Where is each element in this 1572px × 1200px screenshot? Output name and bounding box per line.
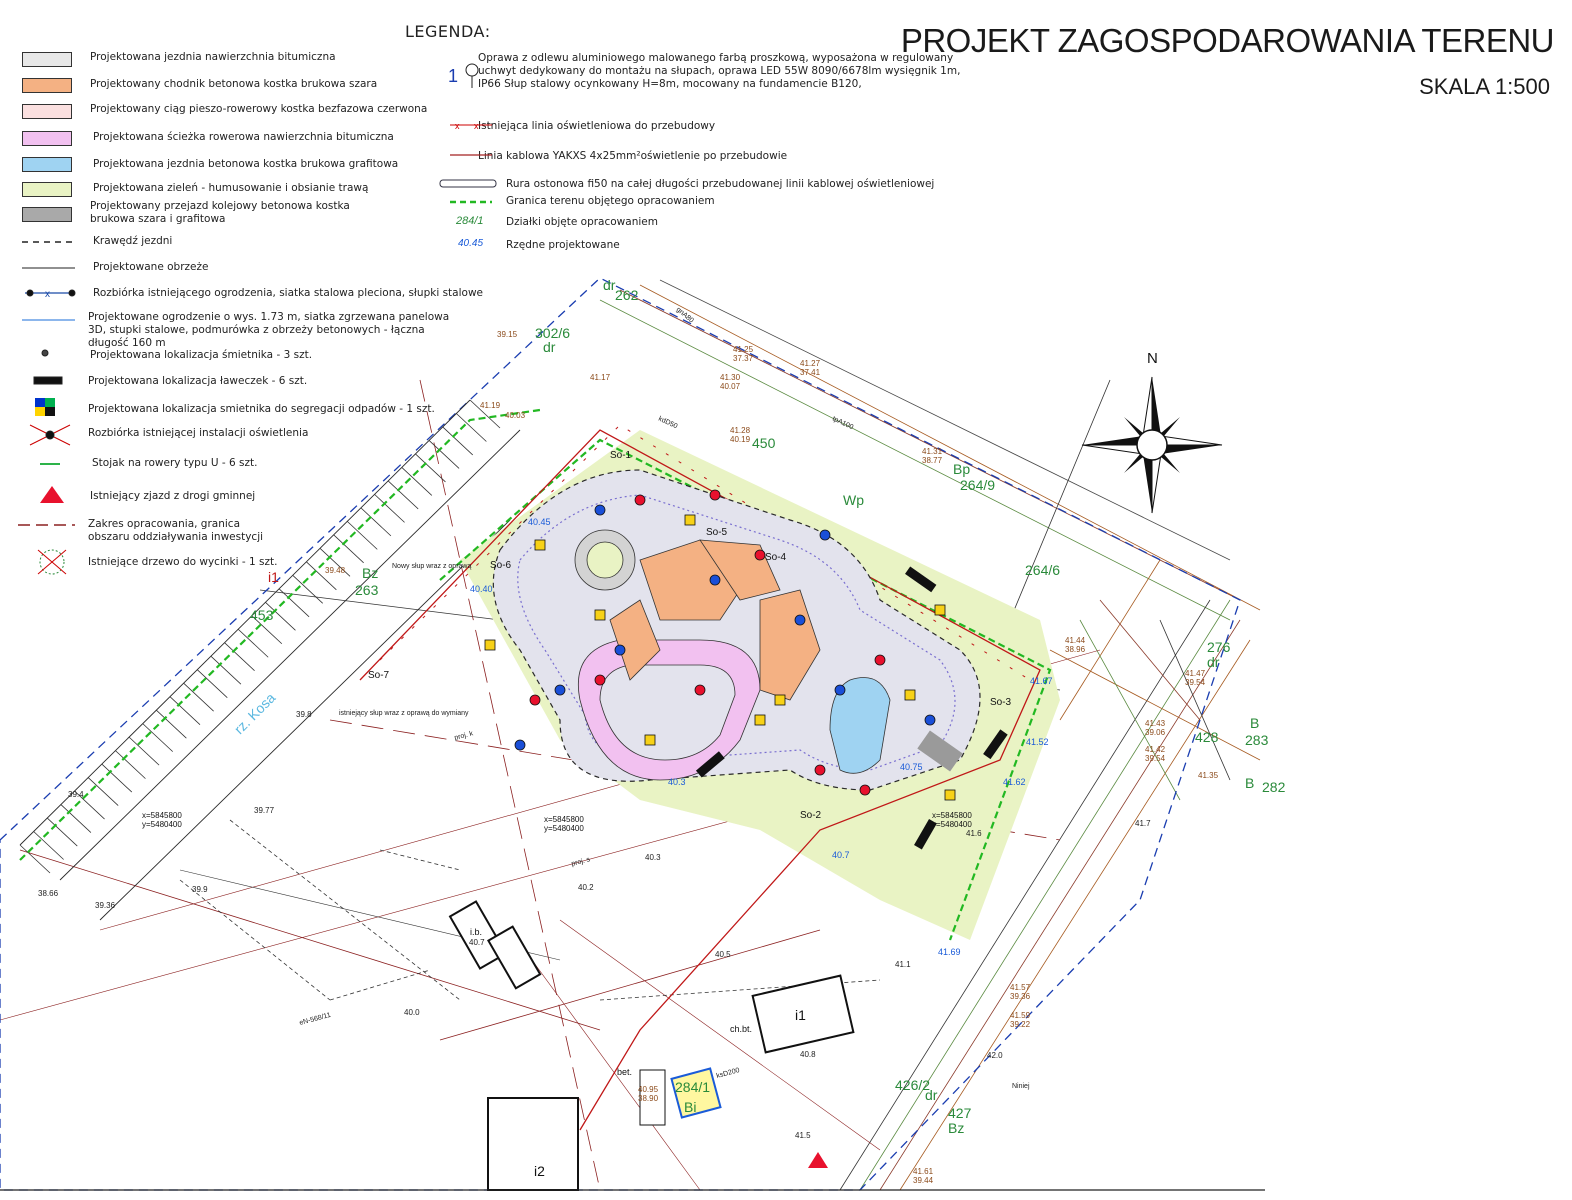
traffic-sign-icon (775, 695, 785, 705)
elevation-label: 40.0 (404, 1008, 420, 1017)
elevation-label: 41.27 (800, 359, 821, 368)
traffic-sign-icon (515, 740, 525, 750)
hatch-line (61, 805, 91, 833)
lamp-label: So-7 (368, 670, 390, 681)
traffic-sign-icon (835, 685, 845, 695)
hatch-line (115, 751, 145, 779)
elevation-label: 41.42 (1145, 745, 1166, 754)
elevation-label: 40.95 (638, 1085, 659, 1094)
parcel-number: 426/2 (895, 1077, 931, 1093)
elevation-label: 41.17 (590, 373, 611, 382)
elevation-label: 41.35 (1198, 771, 1219, 780)
drawing-title: PROJEKT ZAGOSPODAROWANIA TERENU (900, 22, 1554, 59)
legend-item: Projektowany przejazd kolejowy betonowa kostka brukowa szara i grafitowa (90, 200, 350, 225)
traffic-sign-icon (755, 550, 765, 560)
elevation-label: 41.61 (913, 1167, 934, 1176)
elevation-label: 40.03 (505, 411, 526, 420)
legend-item: Działki objęte opracowaniem (506, 216, 658, 228)
parcel-number: 450 (752, 435, 776, 451)
project-level-label: 41.69 (938, 947, 961, 957)
project-level-label: 41.67 (1030, 676, 1053, 686)
svg-text:x: x (455, 121, 460, 131)
legend-item: Projektowana lokalizacja ławeczek - 6 szt. (88, 375, 308, 387)
traffic-course (493, 470, 980, 790)
hatch-line (88, 778, 118, 806)
elevation-label: 38.77 (922, 456, 943, 465)
drawing-scale: SKALA 1:500 (1419, 74, 1550, 99)
parcel-number: 302/6 (535, 325, 571, 341)
legend-symbols-right (440, 64, 496, 249)
lamp-label: So-4 (765, 552, 787, 563)
parcel-number: 264/6 (1025, 562, 1061, 578)
land-use-code: Bi (684, 1099, 697, 1115)
hatch-line (143, 724, 173, 752)
svg-text:x: x (45, 289, 50, 300)
legend-item: Projektowane ogrodzenie o wys. 1.73 m, siatka zgrzewana panelowa 3D, stupki stalowe, podmurówka z obrzeży betonowych - łączna długość 160 m (88, 311, 450, 349)
elevation-label: 40.07 (720, 382, 741, 391)
traffic-sign-icon (925, 715, 935, 725)
elevation-label: 41.57 (1010, 983, 1031, 992)
building-label: i2 (534, 1163, 545, 1179)
elevation-label: 39.06 (1145, 728, 1166, 737)
hatch-line (375, 494, 405, 522)
coordinate-label: y=5480400 (544, 824, 584, 833)
traffic-sign-icon (795, 615, 805, 625)
traffic-sign-icon (615, 645, 625, 655)
legend-item: Projektowana zieleń - humusowanie i obsianie trawą (93, 182, 369, 194)
legend-item: Rozbiórka istniejącego ogrodzenia, siatka stalowa pleciona, słupki stalowe (93, 287, 483, 299)
traffic-sign-icon (595, 610, 605, 620)
elevation-label: 42.0 (987, 1051, 1003, 1060)
project-level-label: 40.45 (528, 517, 551, 527)
traffic-sign-icon (710, 490, 720, 500)
project-level-label: 41.62 (1003, 777, 1026, 787)
elevation-label: 39.77 (254, 806, 275, 815)
elevation-label: 41.28 (730, 426, 751, 435)
elevation-label: 39.15 (497, 330, 518, 339)
svg-text:x: x (474, 121, 479, 131)
legend-item: Istniejący zjazd z drogi gminnej (90, 490, 256, 502)
legend-item: Stojak na rowery typu U - 6 szt. (92, 457, 258, 469)
land-use-code: B (1250, 715, 1260, 731)
north-arrow (1082, 350, 1222, 513)
elevation-sample: 40.45 (458, 238, 484, 249)
legend-item: Istniejąca linia oświetleniowa do przebudowy (478, 120, 716, 132)
coordinate-label: x=5845800 (932, 811, 972, 820)
parcel-number: 284/1 (675, 1079, 711, 1095)
annotation-note: kdD50 (657, 415, 679, 431)
legend-item: Projektowana lokalizacja smietnika do segregacji odpadów - 1 szt. (88, 403, 435, 415)
land-use-code: Bz (362, 565, 379, 581)
river-bank (20, 400, 520, 920)
elevation-label: 41.5 (795, 1131, 811, 1140)
land-use-code: dr (603, 277, 616, 293)
traffic-sign-icon (755, 715, 765, 725)
elevation-label: 37.37 (733, 354, 754, 363)
elevation-label: 38.90 (638, 1094, 659, 1103)
coordinate-label: y=5480400 (932, 820, 972, 829)
traffic-sign-icon (535, 540, 545, 550)
traffic-sign-icon (905, 690, 915, 700)
elevation-label: 38.66 (38, 889, 59, 898)
elevation-label: 41.1 (895, 960, 911, 969)
building-label: i1 (268, 569, 279, 585)
legend-item: Granica terenu objętego opracowaniem (506, 195, 715, 207)
land-use-code: dr (543, 339, 556, 355)
project-level-label: 40.40 (470, 584, 493, 594)
coordinate-label: x=5845800 (142, 811, 182, 820)
legend-item-luminaire: Oprawa z odlewu aluminiowego malowanego farbą proszkową, wyposażona w regulowany uchwyt dedykowany do montażu na słupach, oprawa LED 55W 8090/6678lm wysięgnik 1m, IP66 Słup stalowy ocynkowany H=8m, mocowany na fundamencie B120, (478, 52, 961, 90)
lamp-label: So-5 (706, 527, 728, 538)
traffic-sign-icon (530, 695, 540, 705)
building-label: ch.bt. (730, 1024, 753, 1034)
elevation-label: 41.44 (1065, 636, 1086, 645)
annotation-note: Nowy słup wraz z oprawą (392, 563, 472, 570)
elevation-label: 41.30 (720, 373, 741, 382)
project-level-label: 41.52 (1026, 737, 1049, 747)
elevation-label: 41.59 (1010, 1011, 1031, 1020)
traffic-sign-icon (595, 505, 605, 515)
elevation-label: 39.48 (325, 566, 346, 575)
elevation-label: 38.96 (1065, 645, 1086, 654)
annotation-note: Niniej (1012, 1083, 1030, 1090)
legend-item: Projektowana lokalizacja śmietnika - 3 szt. (90, 349, 313, 361)
lamp-label: So-3 (990, 697, 1012, 708)
elevation-label: 39.8 (296, 710, 312, 719)
building-label: i1 (795, 1007, 806, 1023)
building-label: i.b. (470, 927, 483, 937)
legend-item: Projektowana jezdnia nawierzchnia bitumiczna (90, 51, 336, 63)
land-use-code: dr (925, 1087, 938, 1103)
legend-item: Projektowana jezdnia betonowa kostka brukowa grafitowa (93, 158, 399, 170)
elevation-label: 39.22 (1010, 1020, 1031, 1029)
river-label: rz. Kosa (230, 689, 279, 738)
legend-item: Projektowany chodnik betonowa kostka brukowa szara (90, 78, 378, 90)
land-use-code: dr (1207, 654, 1220, 670)
hatch-line (429, 440, 459, 468)
traffic-sign-icon (555, 685, 565, 695)
parcel-number: 264/9 (960, 477, 996, 493)
lamp-label: So-1 (610, 450, 632, 461)
lamp-label: So-6 (490, 560, 512, 571)
coordinate-label: y=5480400 (142, 820, 182, 829)
legend-item: Rura ostonowa fi50 na całej długości przebudowanej linii kablowej oświetleniowej (506, 178, 935, 190)
elevation-label: 40.7 (469, 938, 485, 947)
parcel-number: 453 (250, 607, 274, 623)
legend-item: Rzędne projektowane (506, 239, 620, 251)
hatch-line (129, 737, 159, 765)
legend-item: Rozbiórka istniejącej instalacji oświetlenia (88, 427, 309, 439)
traffic-sign-icon (695, 685, 705, 695)
parcel-number: 276 (1207, 639, 1231, 655)
parcel-number: 282 (1262, 779, 1286, 795)
hatch-line (156, 710, 186, 738)
land-use-code: B (1245, 775, 1255, 791)
elevation-label: 40.8 (800, 1050, 816, 1059)
elevation-label: 40.5 (715, 950, 731, 959)
elevation-label: 41.31 (922, 447, 943, 456)
legend-item: Projektowane obrzeże (93, 261, 209, 273)
building-label: bet. (617, 1067, 633, 1077)
coordinate-label: x=5845800 (544, 815, 584, 824)
traffic-sign-icon (710, 575, 720, 585)
traffic-sign-icon (645, 735, 655, 745)
traffic-sign-icon (485, 640, 495, 650)
elevation-label: 41.25 (733, 345, 754, 354)
land-use-code: Bp (953, 461, 971, 477)
traffic-sign-icon (595, 675, 605, 685)
legend-item: Zakres opracowania, granica obszaru oddziaływania inwestycji (88, 518, 264, 543)
legend-item: Krawędź jezdni (93, 235, 173, 247)
elevation-label: 40.2 (578, 883, 594, 892)
elevation-label: 41.7 (1135, 819, 1151, 828)
north-label: N (1147, 350, 1158, 367)
annotation-note: gnA80 (674, 306, 695, 325)
parcel-number: 262 (615, 287, 639, 303)
land-use-code: Wp (843, 492, 864, 508)
hatch-line (102, 764, 132, 792)
hatch-line (184, 683, 214, 711)
elevation-label: 39.54 (1145, 754, 1166, 763)
elevation-label: 39.9 (192, 885, 208, 894)
luminaire-number: 1 (448, 66, 459, 86)
buildings (450, 902, 853, 1190)
elevation-label: 41.19 (480, 401, 501, 410)
parcel-number: 427 (948, 1105, 972, 1121)
project-level-label: 40.7 (832, 850, 850, 860)
annotation-note: proj. k (453, 730, 474, 742)
elevation-label: 39.44 (913, 1176, 934, 1185)
traffic-sign-icon (945, 790, 955, 800)
parcel-number: 283 (1245, 732, 1269, 748)
parcel-number: 263 (355, 582, 379, 598)
elevation-label: 39.54 (1185, 678, 1206, 687)
legend-symbols (18, 242, 75, 574)
parcel-sample: 284/1 (456, 215, 484, 227)
traffic-sign-icon (860, 785, 870, 795)
project-level-label: 40.3 (668, 777, 686, 787)
traffic-sign-icon (685, 515, 695, 525)
hatch-line (47, 818, 77, 846)
legend-title: LEGENDA: (405, 22, 491, 41)
elevation-label: 39.36 (1010, 992, 1031, 1001)
annotation-note: eN-568/11 (298, 1011, 332, 1027)
traffic-sign-icon (635, 495, 645, 505)
elevation-label: 39.36 (95, 901, 116, 910)
annotation-note: tpA100 (831, 415, 855, 432)
entrance-marker (808, 1152, 828, 1168)
elevation-label: 40.19 (730, 435, 751, 444)
elevation-label: 41.6 (966, 829, 982, 838)
work-boundary-left (20, 410, 540, 860)
annotation-note: proj. s (570, 856, 591, 868)
elevation-label: 39.4 (68, 790, 84, 799)
legend-item: Linia kablowa YAKXS 4x25mm²oświetlenie po przebudowie (478, 150, 788, 162)
legend-item: Projektowany ciąg pieszo-rowerowy kostka bezfazowa czerwona (90, 103, 428, 115)
elevation-label: 41.47 (1185, 669, 1206, 678)
land-use-code: Bz (948, 1120, 965, 1136)
annotation-note: ksD200 (715, 1067, 741, 1080)
hatch-line (20, 845, 50, 873)
river-bank-hatch (20, 400, 500, 873)
lamp-label: So-2 (800, 810, 822, 821)
legend-item: Projektowana ścieżka rowerowa nawierzchnia bitumiczna (93, 131, 394, 143)
legend-item: Istniejące drzewo do wycinki - 1 szt. (88, 556, 278, 568)
parcel-number: 428 (1195, 729, 1219, 745)
elevation-label: 41.43 (1145, 719, 1166, 728)
traffic-sign-icon (935, 605, 945, 615)
annotation-note: istniejący słup wraz z oprawą do wymiany (339, 710, 469, 717)
hatch-line (211, 656, 241, 684)
project-level-label: 40.75 (900, 762, 923, 772)
traffic-sign-icon (875, 655, 885, 665)
elevation-label: 40.3 (645, 853, 661, 862)
traffic-sign-icon (820, 530, 830, 540)
hatch-line (170, 697, 200, 725)
traffic-sign-icon (815, 765, 825, 775)
elevation-label: 37.41 (800, 368, 821, 377)
